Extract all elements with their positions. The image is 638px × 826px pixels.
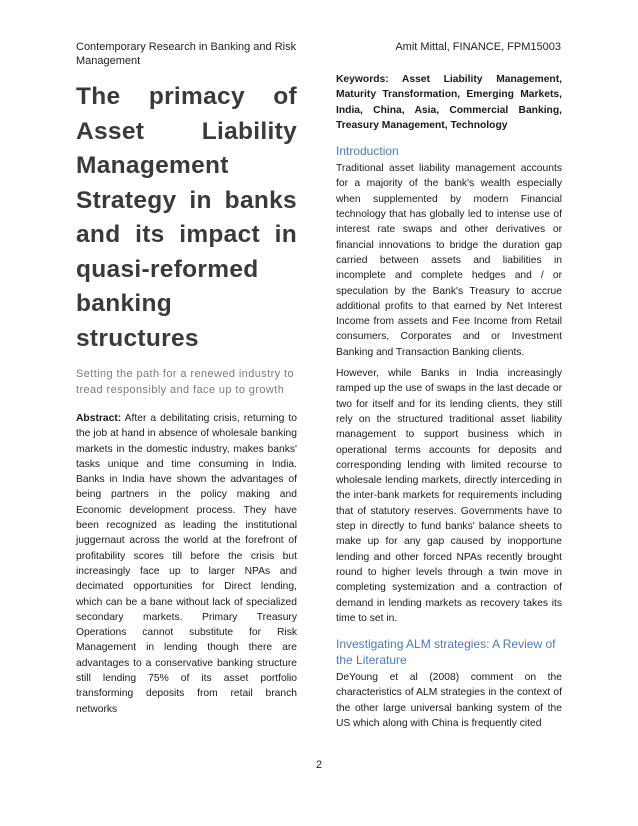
literature-paragraph-1: DeYoung et al (2008) comment on the characteristics of ALM strategies in the context of the other large universal banking system of the US which along with China is frequently cited [336,672,562,729]
left-column [76,80,297,717]
running-header-left: Contemporary Research in Banking and Risk Management [76,41,297,67]
keywords: Keywords: Asset Liability Management, Maturity Transformation, Emerging Markets, India, China, Asia, Commercial Banking, Treasury Management, Technology [336,74,562,131]
abstract-text: After a debilitating crisis, returning to the job at hand in absence of wholesale banking markets in the domestic industry, makes banks' tasks unique and time consuming in India. Banks in India have shown the advantages of being partners in the policy making and Economic development process. They have been recognized as leading the institutional juggernaut across the world at the forefront of profitability scores till before the crisis but increasingly face up to larger NPAs and decimated opportunities for Direct lending, which can be a bane without lack of specialized secondary markets. Primary Treasury Operations cannot substitute for Risk Management in lending though there are advantages to a conservative banking structure still lending 75% of its asset portfolio transforming deposits from retail branch networks [76,413,297,715]
abstract [76,411,297,717]
running-header-right: Amit Mittal, FINANCE, FPM15003 [395,41,561,53]
abstract-label: Abstract: [76,413,122,424]
article-title: The primacy of Asset Liability Management Strategy in banks and its impact in quasi-reformed banking structures [76,83,297,352]
right-column [336,72,562,737]
introduction-paragraph-2: However, while Banks in India increasingly ramped up the use of swaps in the last decade or two for itself and for its lending clients, they still rely on the structured traditional asset liability management to support business which in operational terms accounts for deposits and corresponding lending with limited recourse to wholesale lending markets, directly interceding in the inter-bank markets for requirements including that of statutory reserves. Governments have to step in directly to fund banks' balance sheets to make up for any gap caused by inopportune lending and other forced NPAs recently brought round to higher levels through a twin move in completing systemization and a contraction of demand in lending markets as recovery takes its time to set in. [336,368,562,624]
section-heading-introduction: Introduction [336,144,399,159]
page-number: 2 [315,759,323,771]
introduction-paragraph-1: Traditional asset liability management accounts for a majority of the bank's wealth especially when supplemented by modern Financial technology that has globally led to intense use of interest rate swaps and other derivatives or financial innovations to bridge the duration gap carried between assets and liabilities in incomplete and complete hedges and / or speculation by the Bank's Treasury to accrue additional profits to that earned by Net Interest Income from assets and Fee Income from Retail consumers, Corporates and or Investment Banking and Transaction Banking clients. [336,163,562,358]
article-subtitle: Setting the path for a renewed industry to tread responsibly and face up to growth [76,368,294,396]
section-heading-literature: Investigating ALM strategies: A Review of the Literature [336,637,556,668]
